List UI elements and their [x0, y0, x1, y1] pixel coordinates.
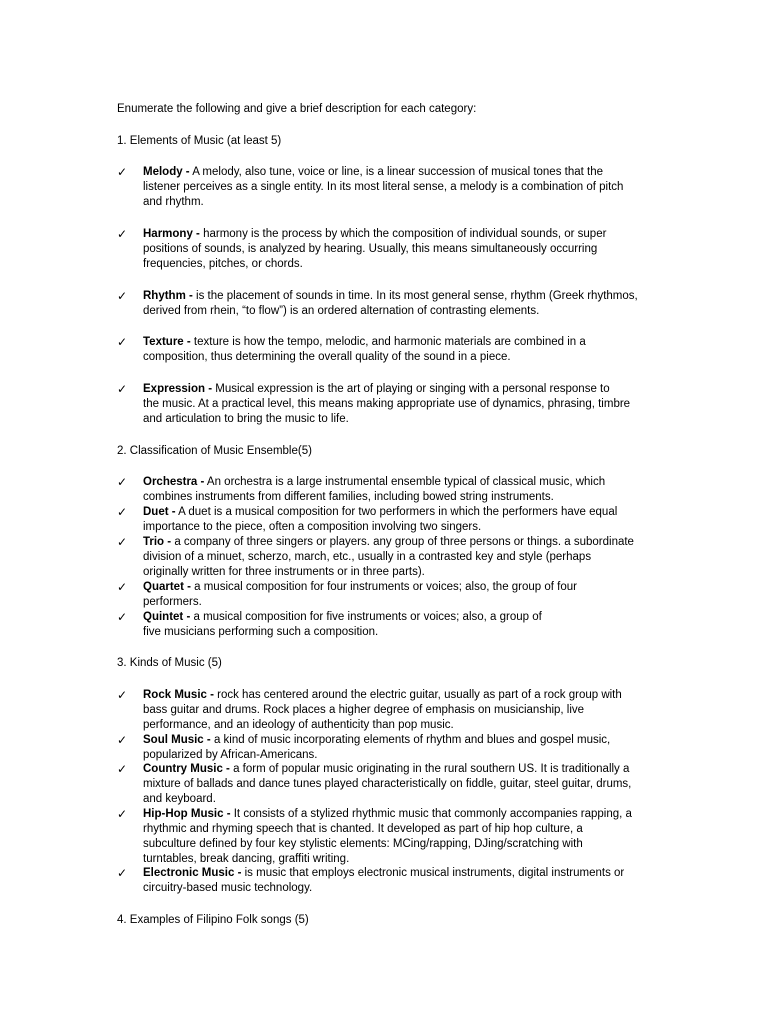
checkmark-icon: ✓ — [117, 762, 128, 776]
checkmark-icon: ✓ — [117, 866, 128, 880]
item-term: Rhythm - — [143, 290, 193, 302]
item-text: Texture - texture is how the tempo, melodic, and harmonic materials are combined in a composition, thus determining the overall quality of the sound in a piece. — [143, 336, 586, 363]
checkmark-icon: ✓ — [117, 227, 128, 241]
item-text: Soul Music - a kind of music incorporating elements of rhythm and blues and gospel music, popularized by African-Americans. — [143, 734, 611, 761]
checkmark-icon: ✓ — [117, 165, 128, 179]
checkmark-icon: ✓ — [117, 610, 128, 624]
checkmark-icon: ✓ — [117, 733, 128, 747]
item-text: Orchestra - An orchestra is a large instrumental ensemble typical of classical music, which combines instruments from different families, including bowed string instruments. — [143, 476, 606, 503]
item-text: Electronic Music - is music that employs electronic musical instruments, digital instruments or circuitry-based music technology. — [143, 867, 625, 894]
section-heading-3: 3. Kinds of Music (5) — [117, 657, 222, 669]
checkmark-icon: ✓ — [117, 535, 128, 549]
item-term: Expression - — [143, 383, 213, 395]
item-term: Soul Music - — [143, 734, 211, 746]
item-text: Quintet - a musical composition for five instruments or voices; also, a group of five musicians performing such a composition. — [143, 611, 542, 638]
section-heading-4: 4. Examples of Filipino Folk songs (5) — [117, 914, 309, 926]
checkmark-icon: ✓ — [117, 580, 128, 594]
item-term: Quartet - — [143, 581, 191, 593]
intro-text: Enumerate the following and give a brief description for each category: — [117, 103, 477, 115]
item-text: Country Music - a form of popular music originating in the rural southern US. It is traditionally a mixture of ballads and dance tunes played characteristically on fiddle, guitar, steel guitar, drums, and keyboard. — [143, 763, 632, 805]
item-text: Quartet - a musical composition for four instruments or voices; also, the group of four performers. — [143, 581, 577, 608]
item-term: Orchestra - — [143, 476, 205, 488]
item-text: Rhythm - is the placement of sounds in time. In its most general sense, rhythm (Greek rhythmos, derived from rhein, “to flow”) is an ordered alternation of contrasting elements. — [143, 290, 638, 317]
checkmark-icon: ✓ — [117, 335, 128, 349]
section-heading-2: 2. Classification of Music Ensemble(5) — [117, 445, 312, 457]
item-term: Electronic Music - — [143, 867, 242, 879]
item-text: Duet - A duet is a musical composition for two performers in which the performers have equal importance to the piece, often a composition involving two singers. — [143, 506, 618, 533]
item-term: Trio - — [143, 536, 172, 548]
item-term: Duet - — [143, 506, 176, 518]
checkmark-icon: ✓ — [117, 688, 128, 702]
item-text: Rock Music - rock has centered around the electric guitar, usually as part of a rock group with bass guitar and drums. Rock places a higher degree of emphasis on musicianship, live performance, and an ideology of authenticity than pop music. — [143, 689, 622, 731]
checkmark-icon: ✓ — [117, 505, 128, 519]
item-term: Quintet - — [143, 611, 191, 623]
item-term: Texture - — [143, 336, 191, 348]
item-term: Harmony - — [143, 228, 200, 240]
item-term: Country Music - — [143, 763, 230, 775]
checkmark-icon: ✓ — [117, 382, 128, 396]
item-text: Harmony - harmony is the process by which the composition of individual sounds, or super positions of sounds, is analyzed by hearing. Usually, this means simultaneously occurring frequencies, pitches, or chords. — [143, 228, 607, 270]
item-term: Hip-Hop Music - — [143, 808, 231, 820]
item-text: Melody - A melody, also tune, voice or line, is a linear succession of musical tones that the listener perceives as a single entity. In its most literal sense, a melody is a combination of pitch and rhythm. — [143, 166, 624, 208]
item-text: Expression - Musical expression is the art of playing or singing with a personal response to the music. At a practical level, this means making appropriate use of dynamics, phrasing, timbre and articulation to bring the music to life. — [143, 383, 631, 425]
item-term: Melody - — [143, 166, 190, 178]
checkmark-icon: ✓ — [117, 807, 128, 821]
item-text: Hip-Hop Music - It consists of a stylized rhythmic music that commonly accompanies rapping, a rhythmic and rhyming speech that is chanted. It developed as part of hip hop culture, a subculture defined by four key stylistic elements: MCing/rapping, DJing/scratching with turntables, break dancing, graffiti writing. — [143, 808, 632, 865]
item-text: Trio - a company of three singers or players. any group of three persons or things. a subordinate division of a minuet, scherzo, march, etc., usually in a contrasted key and style (perhaps originally written for three instruments or in three parts). — [143, 536, 634, 578]
item-term: Rock Music - — [143, 689, 214, 701]
section-heading-1: 1. Elements of Music (at least 5) — [117, 135, 282, 147]
checkmark-icon: ✓ — [117, 475, 128, 489]
checkmark-icon: ✓ — [117, 289, 128, 303]
